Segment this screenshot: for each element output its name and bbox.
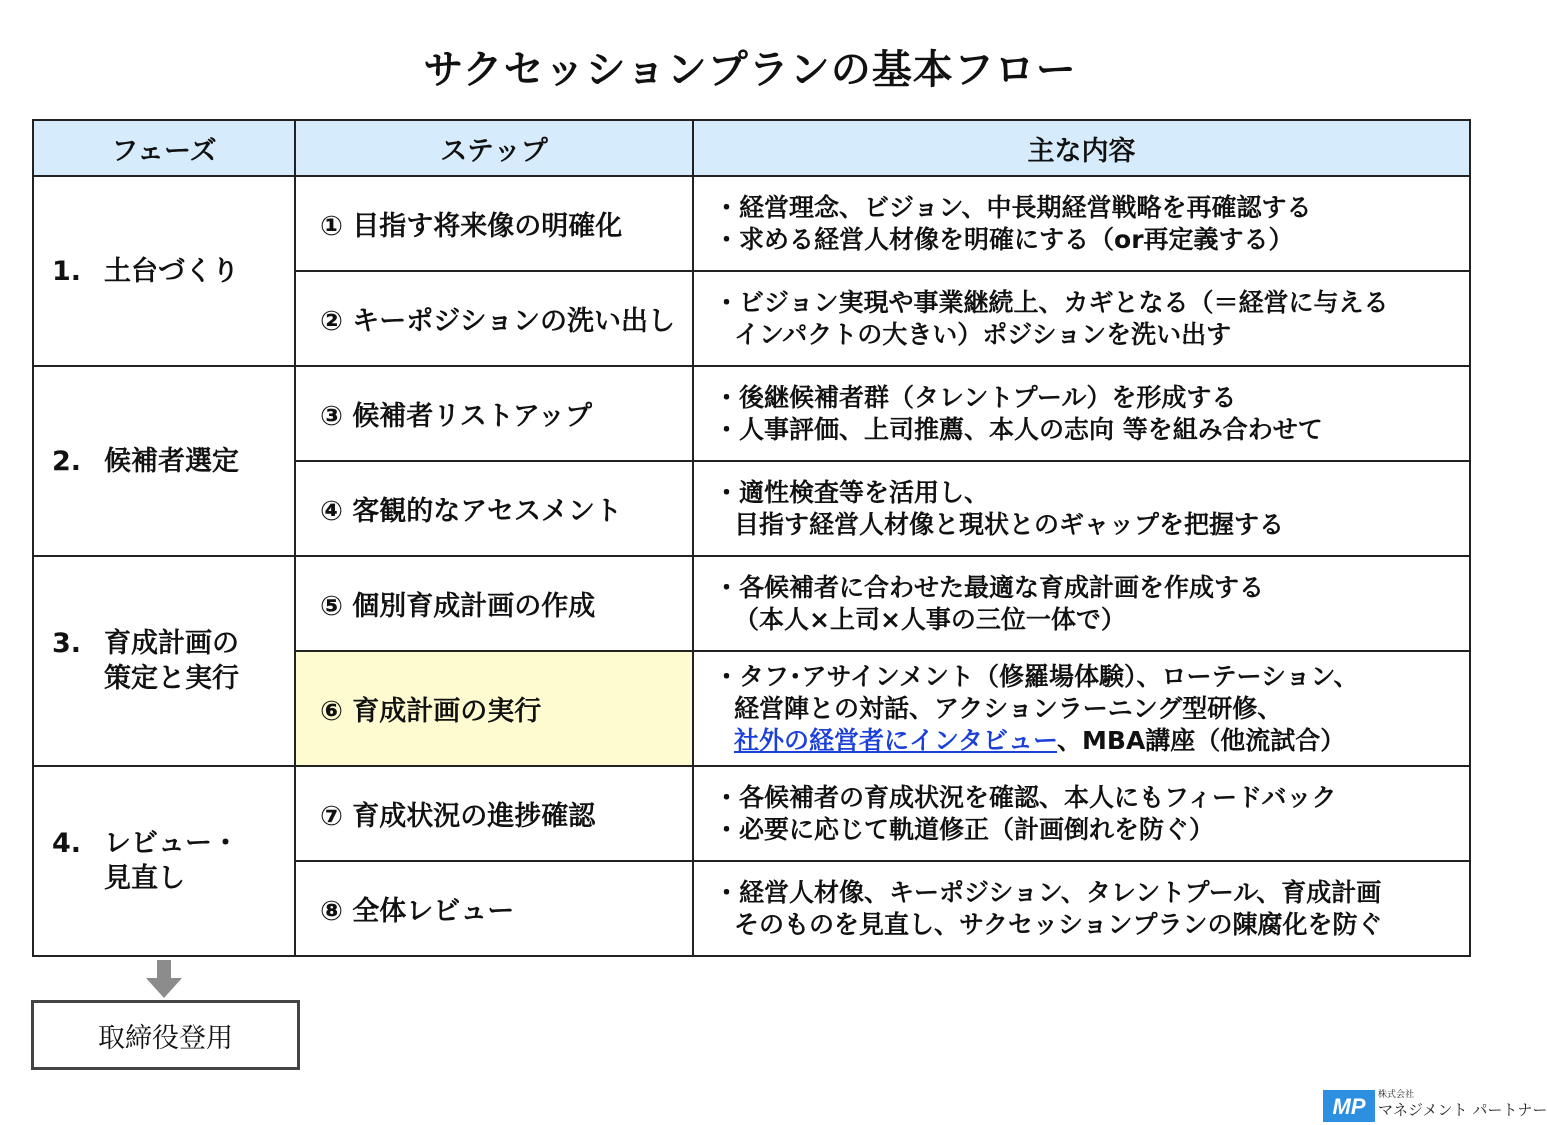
- down-arrow-icon: [144, 960, 184, 1000]
- table-row: [33, 556, 1470, 651]
- logo-company-type: 株式会社: [1378, 1090, 1415, 1100]
- logo-company-name: マネジメント パートナー: [1378, 1101, 1547, 1119]
- step-cell-6: ⑥ 育成計画の実行: [295, 651, 693, 766]
- table-row: [33, 176, 1470, 271]
- detail-cell-3: [693, 366, 1470, 461]
- detail-line: ・後継候補者群（タレントプール）を形成する: [714, 382, 1237, 412]
- interview-link[interactable]: 社外の経営者にインタビュー: [734, 725, 1058, 755]
- detail-line: （本人×上司×人事の三位一体で）: [734, 604, 1126, 634]
- header-content: 主な内容: [693, 120, 1470, 176]
- phase-number: 1.: [52, 255, 82, 287]
- phase-cell-1: [33, 176, 295, 366]
- detail-line: ・求める経営人材像を明確にする（or再定義する）: [714, 224, 1294, 254]
- detail-cell-5: [693, 556, 1470, 651]
- detail-line: ・各候補者に合わせた最適な育成計画を作成する: [714, 572, 1265, 602]
- step-cell-8: ⑧ 全体レビュー: [295, 861, 693, 956]
- phase-label-line: 見直し: [104, 863, 185, 894]
- phase-cell-4: [33, 766, 295, 956]
- step-cell-4: ④ 客観的なアセスメント: [295, 461, 693, 556]
- step-cell-5: ⑤ 個別育成計画の作成: [295, 556, 693, 651]
- detail-cell-8: [693, 861, 1470, 956]
- detail-cell-7: [693, 766, 1470, 861]
- detail-line: そのものを見直し、サクセッションプランの陳腐化を防ぐ: [734, 909, 1383, 939]
- svg-text:MP: MP: [1332, 1094, 1366, 1119]
- phase-number: 4.: [52, 828, 82, 859]
- phase-label-line: 育成計画の: [104, 628, 239, 659]
- detail-line: ・必要に応じて軌道修正（計画倒れを防ぐ）: [714, 814, 1215, 844]
- phase-label-line: レビュー・: [104, 828, 239, 859]
- detail-line: ・各候補者の育成状況を確認、本人にもフィードバック: [714, 782, 1337, 812]
- phase-label: 候補者選定: [104, 445, 239, 477]
- company-logo: [1323, 1090, 1547, 1122]
- table-row: [33, 766, 1470, 861]
- detail-line: ・経営人材像、キーポジション、タレントプール、育成計画: [714, 877, 1382, 907]
- detail-line: ・経営理念、ビジョン、中長期経営戦略を再確認する: [714, 192, 1312, 222]
- step-cell-2: ② キーポジションの洗い出し: [295, 271, 693, 366]
- flow-table: [32, 119, 1471, 957]
- final-step-box: 取締役登用: [31, 1000, 300, 1070]
- detail-line: 社外の経営者にインタビュー、MBA講座（他流試合）: [734, 725, 1346, 755]
- detail-cell-4: [693, 461, 1470, 556]
- detail-cell-2: [693, 271, 1470, 366]
- phase-number: 3.: [52, 628, 82, 659]
- step-cell-1: ① 目指す将来像の明確化: [295, 176, 693, 271]
- phase-label: 土台づくり: [104, 255, 239, 287]
- detail-line: ・タフ･アサインメント（修羅場体験）、ローテーション、: [714, 661, 1359, 691]
- detail-line: 目指す経営人材像と現状とのギャップを把握する: [734, 509, 1285, 539]
- detail-line: インパクトの大きい）ポジションを洗い出す: [734, 319, 1232, 349]
- detail-cell-1: [693, 176, 1470, 271]
- detail-cell-6: [693, 651, 1470, 766]
- phase-number: 2.: [52, 445, 82, 477]
- header-phase: フェーズ: [33, 120, 295, 176]
- phase-cell-3: [33, 556, 295, 766]
- detail-line: ・人事評価、上司推薦、本人の志向 等を組み合わせて: [714, 414, 1323, 444]
- detail-line: ・適性検査等を活用し、: [714, 477, 990, 507]
- phase-label-line: 策定と実行: [104, 663, 239, 694]
- table-header-row: [33, 120, 1470, 176]
- table-row: [33, 366, 1470, 461]
- step-cell-7: ⑦ 育成状況の進捗確認: [295, 766, 693, 861]
- mp-logo-icon: [1323, 1090, 1375, 1122]
- header-step: ステップ: [295, 120, 693, 176]
- step-cell-3: ③ 候補者リストアップ: [295, 366, 693, 461]
- detail-line: 経営陣との対話、アクションラーニング型研修、: [734, 693, 1283, 723]
- detail-line: ・ビジョン実現や事業継続上、カギとなる（＝経営に与える: [714, 287, 1389, 317]
- phase-cell-2: [33, 366, 295, 556]
- page-title: サクセッションプランの基本フロー: [423, 47, 1077, 93]
